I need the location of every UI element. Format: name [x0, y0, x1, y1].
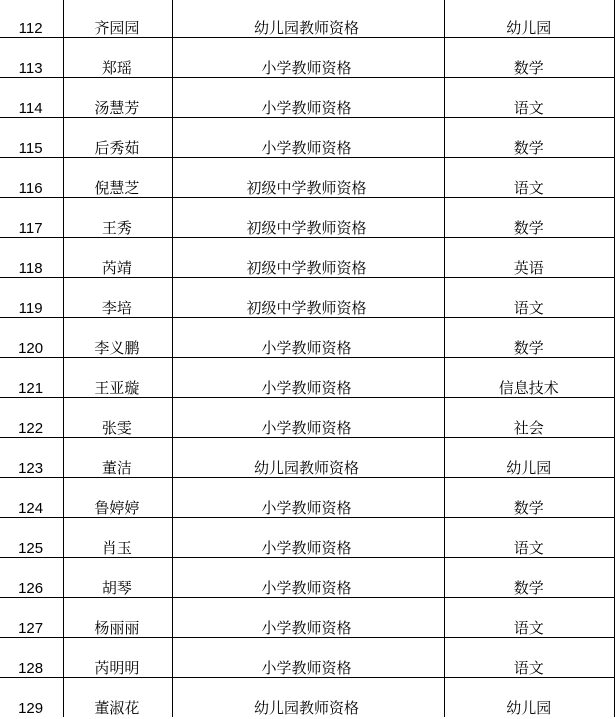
qualification-text: 初级中学教师资格 [246, 299, 367, 317]
qualification-cell [172, 198, 445, 238]
subject-text: 幼儿园 [506, 699, 552, 717]
table-row [0, 518, 615, 558]
table-row [0, 558, 615, 598]
subject-text: 社会 [513, 419, 544, 437]
row-number-cell [0, 198, 64, 238]
name-cell [64, 518, 172, 558]
subject-cell [445, 398, 615, 438]
table-row [0, 38, 615, 78]
subject-text: 语文 [513, 179, 544, 197]
row-number: 125 [18, 540, 44, 557]
qualification-cell [172, 278, 445, 318]
qualification-cell [172, 558, 445, 598]
subject-text: 数学 [513, 499, 544, 517]
row-number: 127 [18, 620, 44, 637]
subject-text: 语文 [513, 619, 544, 637]
table-row [0, 438, 615, 478]
person-name: 董洁 [101, 459, 132, 477]
row-number: 118 [18, 260, 43, 277]
subject-cell [445, 598, 615, 638]
qualification-text: 小学教师资格 [261, 579, 352, 597]
table-row [0, 78, 615, 118]
row-number-cell [0, 118, 64, 158]
subject-cell [445, 118, 615, 158]
person-name: 肖玉 [101, 539, 132, 557]
name-cell [64, 358, 172, 398]
row-number-cell [0, 518, 64, 558]
name-cell [64, 478, 172, 518]
person-name: 胡琴 [101, 579, 132, 597]
subject-cell [445, 198, 615, 238]
subject-text: 数学 [513, 139, 544, 157]
qualification-text: 幼儿园教师资格 [253, 19, 359, 37]
row-number-cell [0, 38, 64, 78]
table-row [0, 398, 615, 438]
table-row [0, 638, 615, 678]
qualification-cell [172, 398, 445, 438]
row-number-cell [0, 278, 64, 318]
row-number-cell [0, 0, 64, 38]
qualification-text: 幼儿园教师资格 [253, 699, 359, 717]
qualification-text: 初级中学教师资格 [246, 179, 367, 197]
subject-cell [445, 278, 615, 318]
row-number-cell [0, 438, 64, 478]
qualification-cell [172, 678, 445, 718]
table-row [0, 238, 615, 278]
subject-text: 数学 [513, 579, 544, 597]
subject-text: 语文 [513, 99, 544, 117]
subject-cell [445, 438, 615, 478]
subject-text: 语文 [513, 299, 544, 317]
person-name: 董淑花 [94, 699, 140, 717]
table-row [0, 158, 615, 198]
person-name: 鲁婷婷 [94, 499, 140, 517]
name-cell [64, 0, 172, 38]
table-row [0, 478, 615, 518]
qualification-text: 小学教师资格 [261, 419, 352, 437]
name-cell [64, 678, 172, 718]
subject-text: 英语 [513, 259, 544, 277]
qualification-cell [172, 478, 445, 518]
subject-text: 语文 [513, 539, 544, 557]
row-number-cell [0, 678, 64, 718]
row-number-cell [0, 78, 64, 118]
table-row [0, 358, 615, 398]
name-cell [64, 278, 172, 318]
qualification-text: 小学教师资格 [261, 139, 352, 157]
qualification-text: 初级中学教师资格 [246, 219, 367, 237]
name-cell [64, 558, 172, 598]
subject-cell [445, 318, 615, 358]
qualification-text: 小学教师资格 [261, 379, 352, 397]
qualification-text: 初级中学教师资格 [246, 259, 367, 277]
qualification-text: 小学教师资格 [261, 59, 352, 77]
qualification-text: 小学教师资格 [261, 339, 352, 357]
qualification-text: 小学教师资格 [261, 659, 352, 677]
row-number: 120 [18, 340, 44, 357]
subject-text: 数学 [513, 339, 544, 357]
table-row [0, 678, 615, 718]
table-row [0, 0, 615, 38]
qualification-cell [172, 38, 445, 78]
qualification-text: 幼儿园教师资格 [253, 459, 359, 477]
qualification-text: 小学教师资格 [261, 619, 352, 637]
qualification-cell [172, 0, 445, 38]
row-number-cell [0, 398, 64, 438]
subject-text: 幼儿园 [506, 459, 552, 477]
row-number: 121 [18, 380, 44, 397]
row-number: 123 [18, 460, 44, 477]
table-row [0, 198, 615, 238]
table-row [0, 278, 615, 318]
person-name: 王亚璇 [94, 379, 140, 397]
row-number-cell [0, 598, 64, 638]
person-name: 郑瑶 [101, 59, 132, 77]
subject-cell [445, 38, 615, 78]
qualification-text: 小学教师资格 [261, 539, 352, 557]
person-name: 张雯 [101, 419, 132, 437]
subject-cell [445, 638, 615, 678]
name-cell [64, 638, 172, 678]
row-number: 113 [18, 60, 43, 77]
subject-text: 语文 [513, 659, 544, 677]
name-cell [64, 78, 172, 118]
row-number-cell [0, 638, 64, 678]
name-cell [64, 598, 172, 638]
subject-cell [445, 678, 615, 718]
subject-cell [445, 158, 615, 198]
name-cell [64, 38, 172, 78]
name-cell [64, 438, 172, 478]
qualification-cell [172, 318, 445, 358]
person-name: 王秀 [101, 219, 132, 237]
subject-text: 数学 [513, 59, 544, 77]
row-number: 129 [18, 700, 44, 717]
subject-cell [445, 238, 615, 278]
qualification-cell [172, 78, 445, 118]
row-number: 112 [18, 20, 43, 37]
subject-text: 幼儿园 [506, 19, 552, 37]
qualification-cell [172, 118, 445, 158]
subject-text: 信息技术 [498, 379, 559, 397]
person-name: 李义鹏 [94, 339, 140, 357]
row-number: 116 [18, 180, 43, 197]
name-cell [64, 238, 172, 278]
row-number-cell [0, 358, 64, 398]
row-number: 119 [18, 300, 43, 317]
name-cell [64, 398, 172, 438]
qualification-cell [172, 438, 445, 478]
subject-cell [445, 518, 615, 558]
person-name: 芮靖 [101, 259, 132, 277]
qualification-cell [172, 638, 445, 678]
qualification-text: 小学教师资格 [261, 499, 352, 517]
qualification-cell [172, 238, 445, 278]
person-name: 齐园园 [94, 19, 140, 37]
person-name: 芮明明 [94, 659, 140, 677]
row-number-cell [0, 478, 64, 518]
qualification-text: 小学教师资格 [261, 99, 352, 117]
person-name: 汤慧芳 [94, 99, 140, 117]
name-cell [64, 158, 172, 198]
row-number-cell [0, 238, 64, 278]
subject-text: 数学 [513, 219, 544, 237]
table-row [0, 318, 615, 358]
row-number: 117 [18, 220, 43, 237]
person-name: 李培 [101, 299, 132, 317]
subject-cell [445, 0, 615, 38]
row-number: 115 [18, 140, 43, 157]
row-number: 122 [18, 420, 44, 437]
subject-cell [445, 558, 615, 598]
person-name: 杨丽丽 [94, 619, 140, 637]
person-name: 倪慧芝 [94, 179, 140, 197]
qualification-cell [172, 358, 445, 398]
row-number-cell [0, 318, 64, 358]
subject-cell [445, 78, 615, 118]
name-cell [64, 118, 172, 158]
table-row [0, 598, 615, 638]
subject-cell [445, 358, 615, 398]
qualification-cell [172, 598, 445, 638]
qualification-cell [172, 518, 445, 558]
row-number-cell [0, 158, 64, 198]
name-cell [64, 198, 172, 238]
qualification-cell [172, 158, 445, 198]
row-number: 126 [18, 580, 44, 597]
subject-cell [445, 478, 615, 518]
name-cell [64, 318, 172, 358]
row-number-cell [0, 558, 64, 598]
row-number: 128 [18, 660, 44, 677]
table-row [0, 118, 615, 158]
person-name: 后秀茹 [94, 139, 140, 157]
row-number: 124 [18, 500, 44, 517]
row-number: 114 [18, 100, 43, 117]
